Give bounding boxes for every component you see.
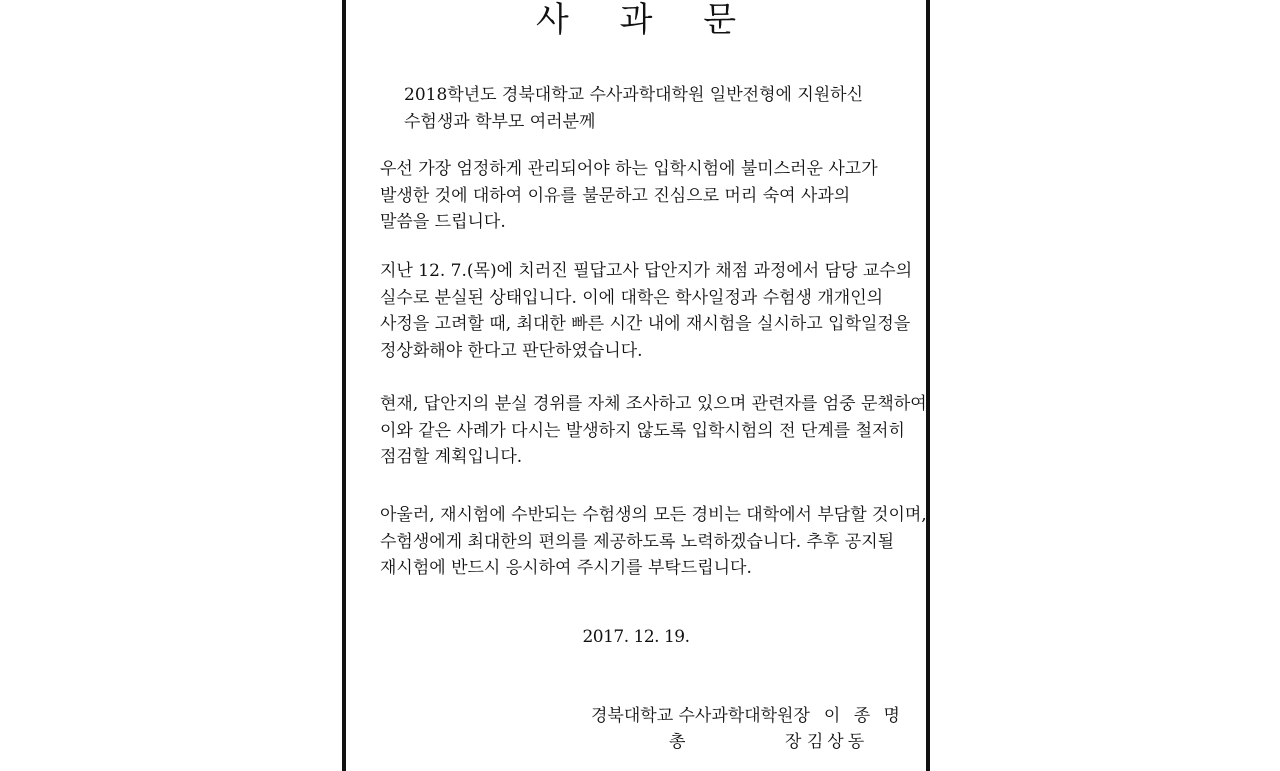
signature-president-title-b: 장 <box>785 732 802 752</box>
signature-dean-name: 이 종 명 <box>823 706 904 726</box>
signature-president-name: 김상동 <box>806 732 869 752</box>
signature-president <box>669 729 868 755</box>
signature-dean-title: 경북대학교 수사과학대학원장 <box>591 706 810 726</box>
apology-document <box>342 0 930 771</box>
signature-president-title-a: 총 <box>669 732 686 752</box>
signature-dean <box>591 703 904 729</box>
addressee: 2018학년도 경북대학교 수사과학대학원 일반전형에 지원하신 수험생과 학부모 여러분께 <box>404 85 864 132</box>
paragraph-incident: 지난 12. 7.(목)에 치러진 필답고사 답안지가 채점 과정에서 담당 교수의 실수로 분실된 상태입니다. 이에 대학은 학사일정과 수험생 개개인의 사정을 고려할 때, 최대한 빠른 시간 내에 재시험을 실시하고 입학일정을 정상화해야 한다고 판단하였습니다. <box>380 261 913 361</box>
paragraph-apology: 우선 가장 엄정하게 관리되어야 하는 입학시험에 불미스러운 사고가 발생한 것에 대하여 이유를 불문하고 진심으로 머리 숙여 사과의 말씀을 드립니다. <box>380 159 878 232</box>
paragraph-investigation: 현재, 답안지의 분실 경위를 자체 조사하고 있으며 관련자를 엄중 문책하여 이와 같은 사례가 다시는 발생하지 않도록 입학시험의 전 단계를 철저히 점검할 계획입니다. <box>380 394 927 467</box>
document-title: 사 과 문 <box>535 0 757 40</box>
paragraph-retest: 아울러, 재시험에 수반되는 수험생의 모든 경비는 대학에서 부담할 것이며, 수험생에게 최대한의 편의를 제공하도록 노력하겠습니다. 추후 공지될 재시험에 반드시 응시하여 주시기를 부탁드립니다. <box>380 505 927 578</box>
document-date: 2017. 12. 19. <box>582 627 690 647</box>
